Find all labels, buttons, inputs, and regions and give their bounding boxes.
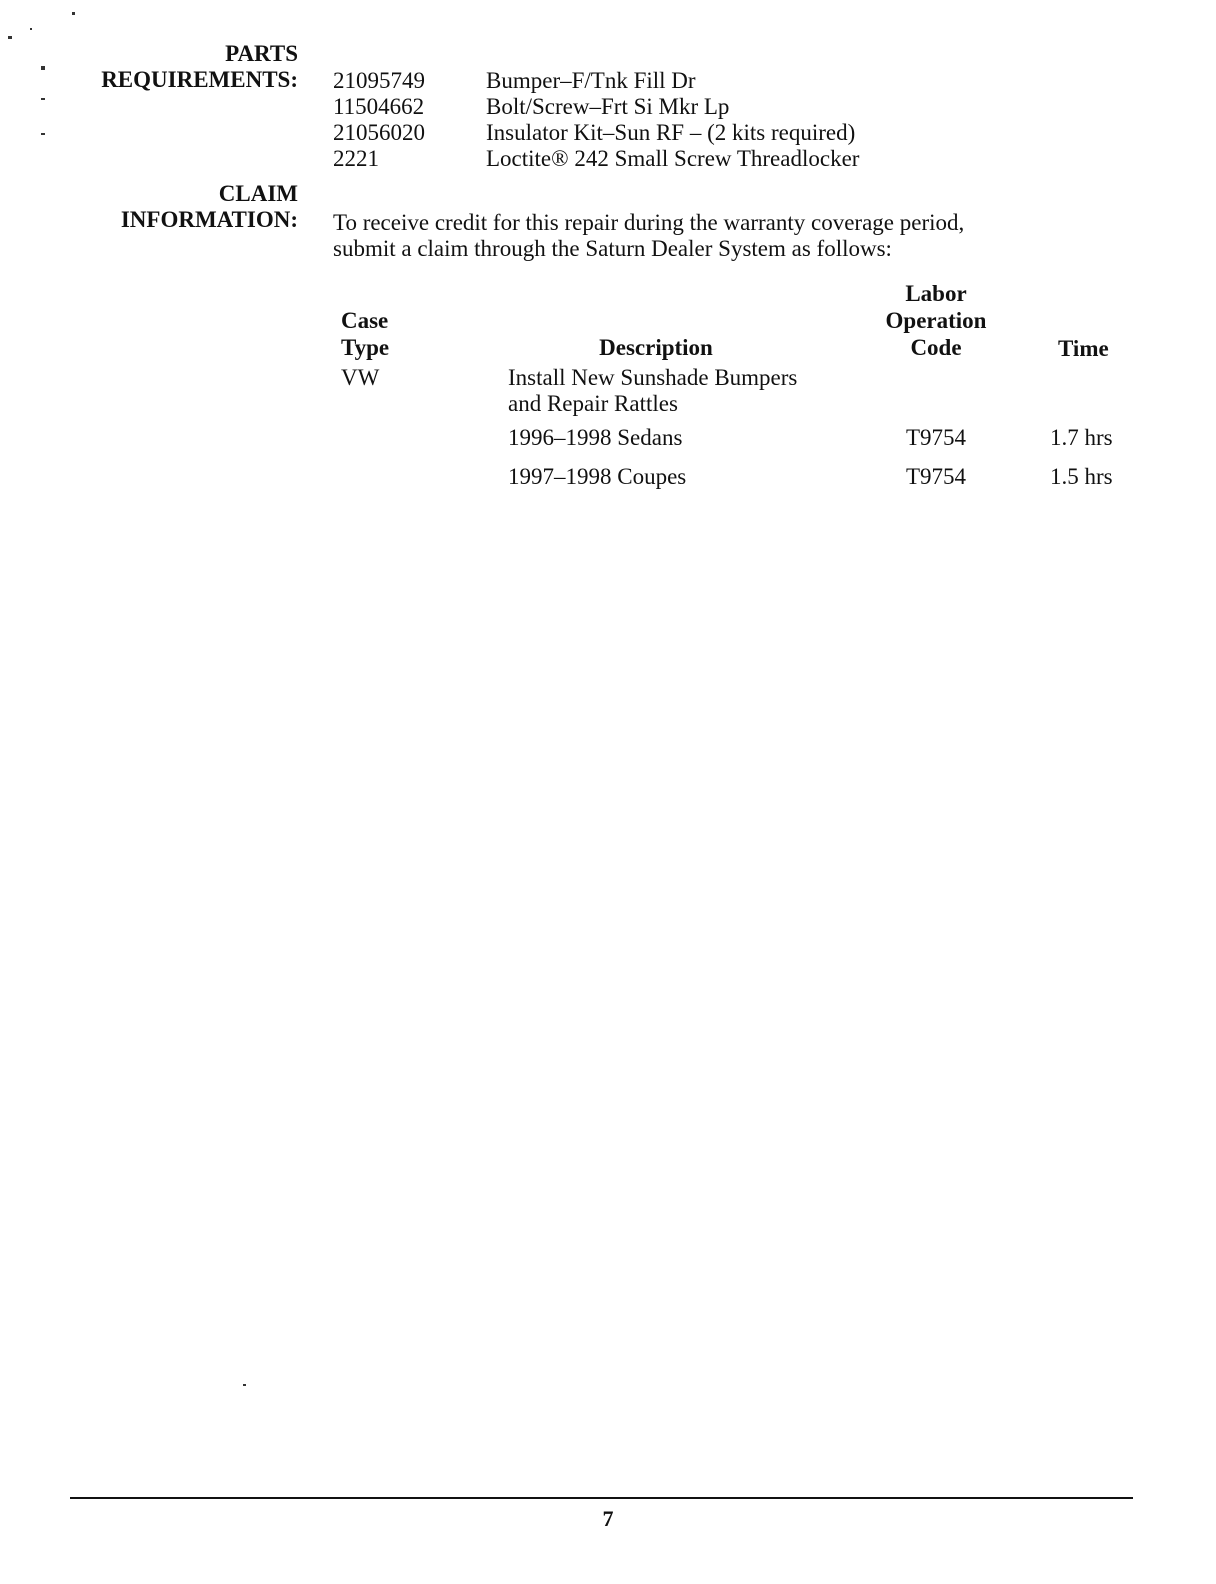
parts-label-line2: REQUIREMENTS: — [101, 67, 298, 92]
scan-speck — [41, 66, 45, 70]
part-description: Insulator Kit–Sun RF – (2 kits required) — [486, 120, 856, 145]
claim-label-line2: INFORMATION: — [120, 207, 298, 232]
table-row-code: T9754 — [905, 464, 967, 489]
scan-speck — [8, 36, 12, 39]
header-labor-line3: Code — [910, 335, 962, 360]
table-row-time: 1.7 hrs — [1050, 425, 1113, 450]
claim-intro-line1: To receive credit for this repair during the warranty coverage period, — [333, 210, 965, 235]
parts-number-column — [333, 68, 425, 172]
header-labor-line1: Labor — [905, 281, 967, 306]
header-case-type — [341, 307, 389, 361]
claim-label — [121, 181, 298, 233]
table-row-time: 1.5 hrs — [1050, 464, 1113, 489]
scan-speck — [41, 133, 45, 135]
table-row-description: 1997–1998 Coupes — [508, 464, 687, 489]
claim-label-line1: CLAIM — [218, 181, 298, 206]
part-number: 11504662 — [333, 94, 425, 119]
description-line1: Install New Sunshade Bumpers — [508, 365, 798, 390]
scan-speck — [243, 1384, 246, 1386]
part-number: 21095749 — [333, 68, 425, 93]
description-line2: and Repair Rattles — [508, 391, 678, 416]
description-value — [508, 365, 797, 417]
case-type-value: VW — [341, 365, 380, 390]
parts-label-line1: PARTS — [225, 41, 298, 66]
part-number: 21056020 — [333, 120, 425, 145]
scan-speck — [30, 28, 32, 30]
parts-description-column — [486, 68, 859, 172]
claim-intro-line2: submit a claim through the Saturn Dealer System as follows: — [333, 236, 892, 261]
part-number: 2221 — [333, 146, 379, 171]
table-row-code: T9754 — [905, 425, 967, 450]
header-labor-operation-code — [856, 280, 1016, 361]
table-row-description: 1996–1998 Sedans — [508, 425, 683, 450]
part-description: Loctite® 242 Small Screw Threadlocker — [486, 146, 860, 171]
header-case-line2: Type — [341, 335, 390, 360]
scan-speck — [41, 98, 45, 100]
header-case-line1: Case — [341, 308, 389, 333]
header-labor-line2: Operation — [885, 308, 987, 333]
part-description: Bolt/Screw–Frt Si Mkr Lp — [486, 94, 730, 119]
parts-label — [101, 41, 298, 93]
footer-rule — [70, 1497, 1133, 1499]
header-time: Time — [1058, 336, 1109, 361]
header-description: Description — [599, 335, 713, 360]
part-description: Bumper–F/Tnk Fill Dr — [486, 68, 696, 93]
page-number: 7 — [602, 1506, 614, 1531]
scan-speck — [72, 12, 75, 15]
claim-intro — [333, 210, 964, 262]
